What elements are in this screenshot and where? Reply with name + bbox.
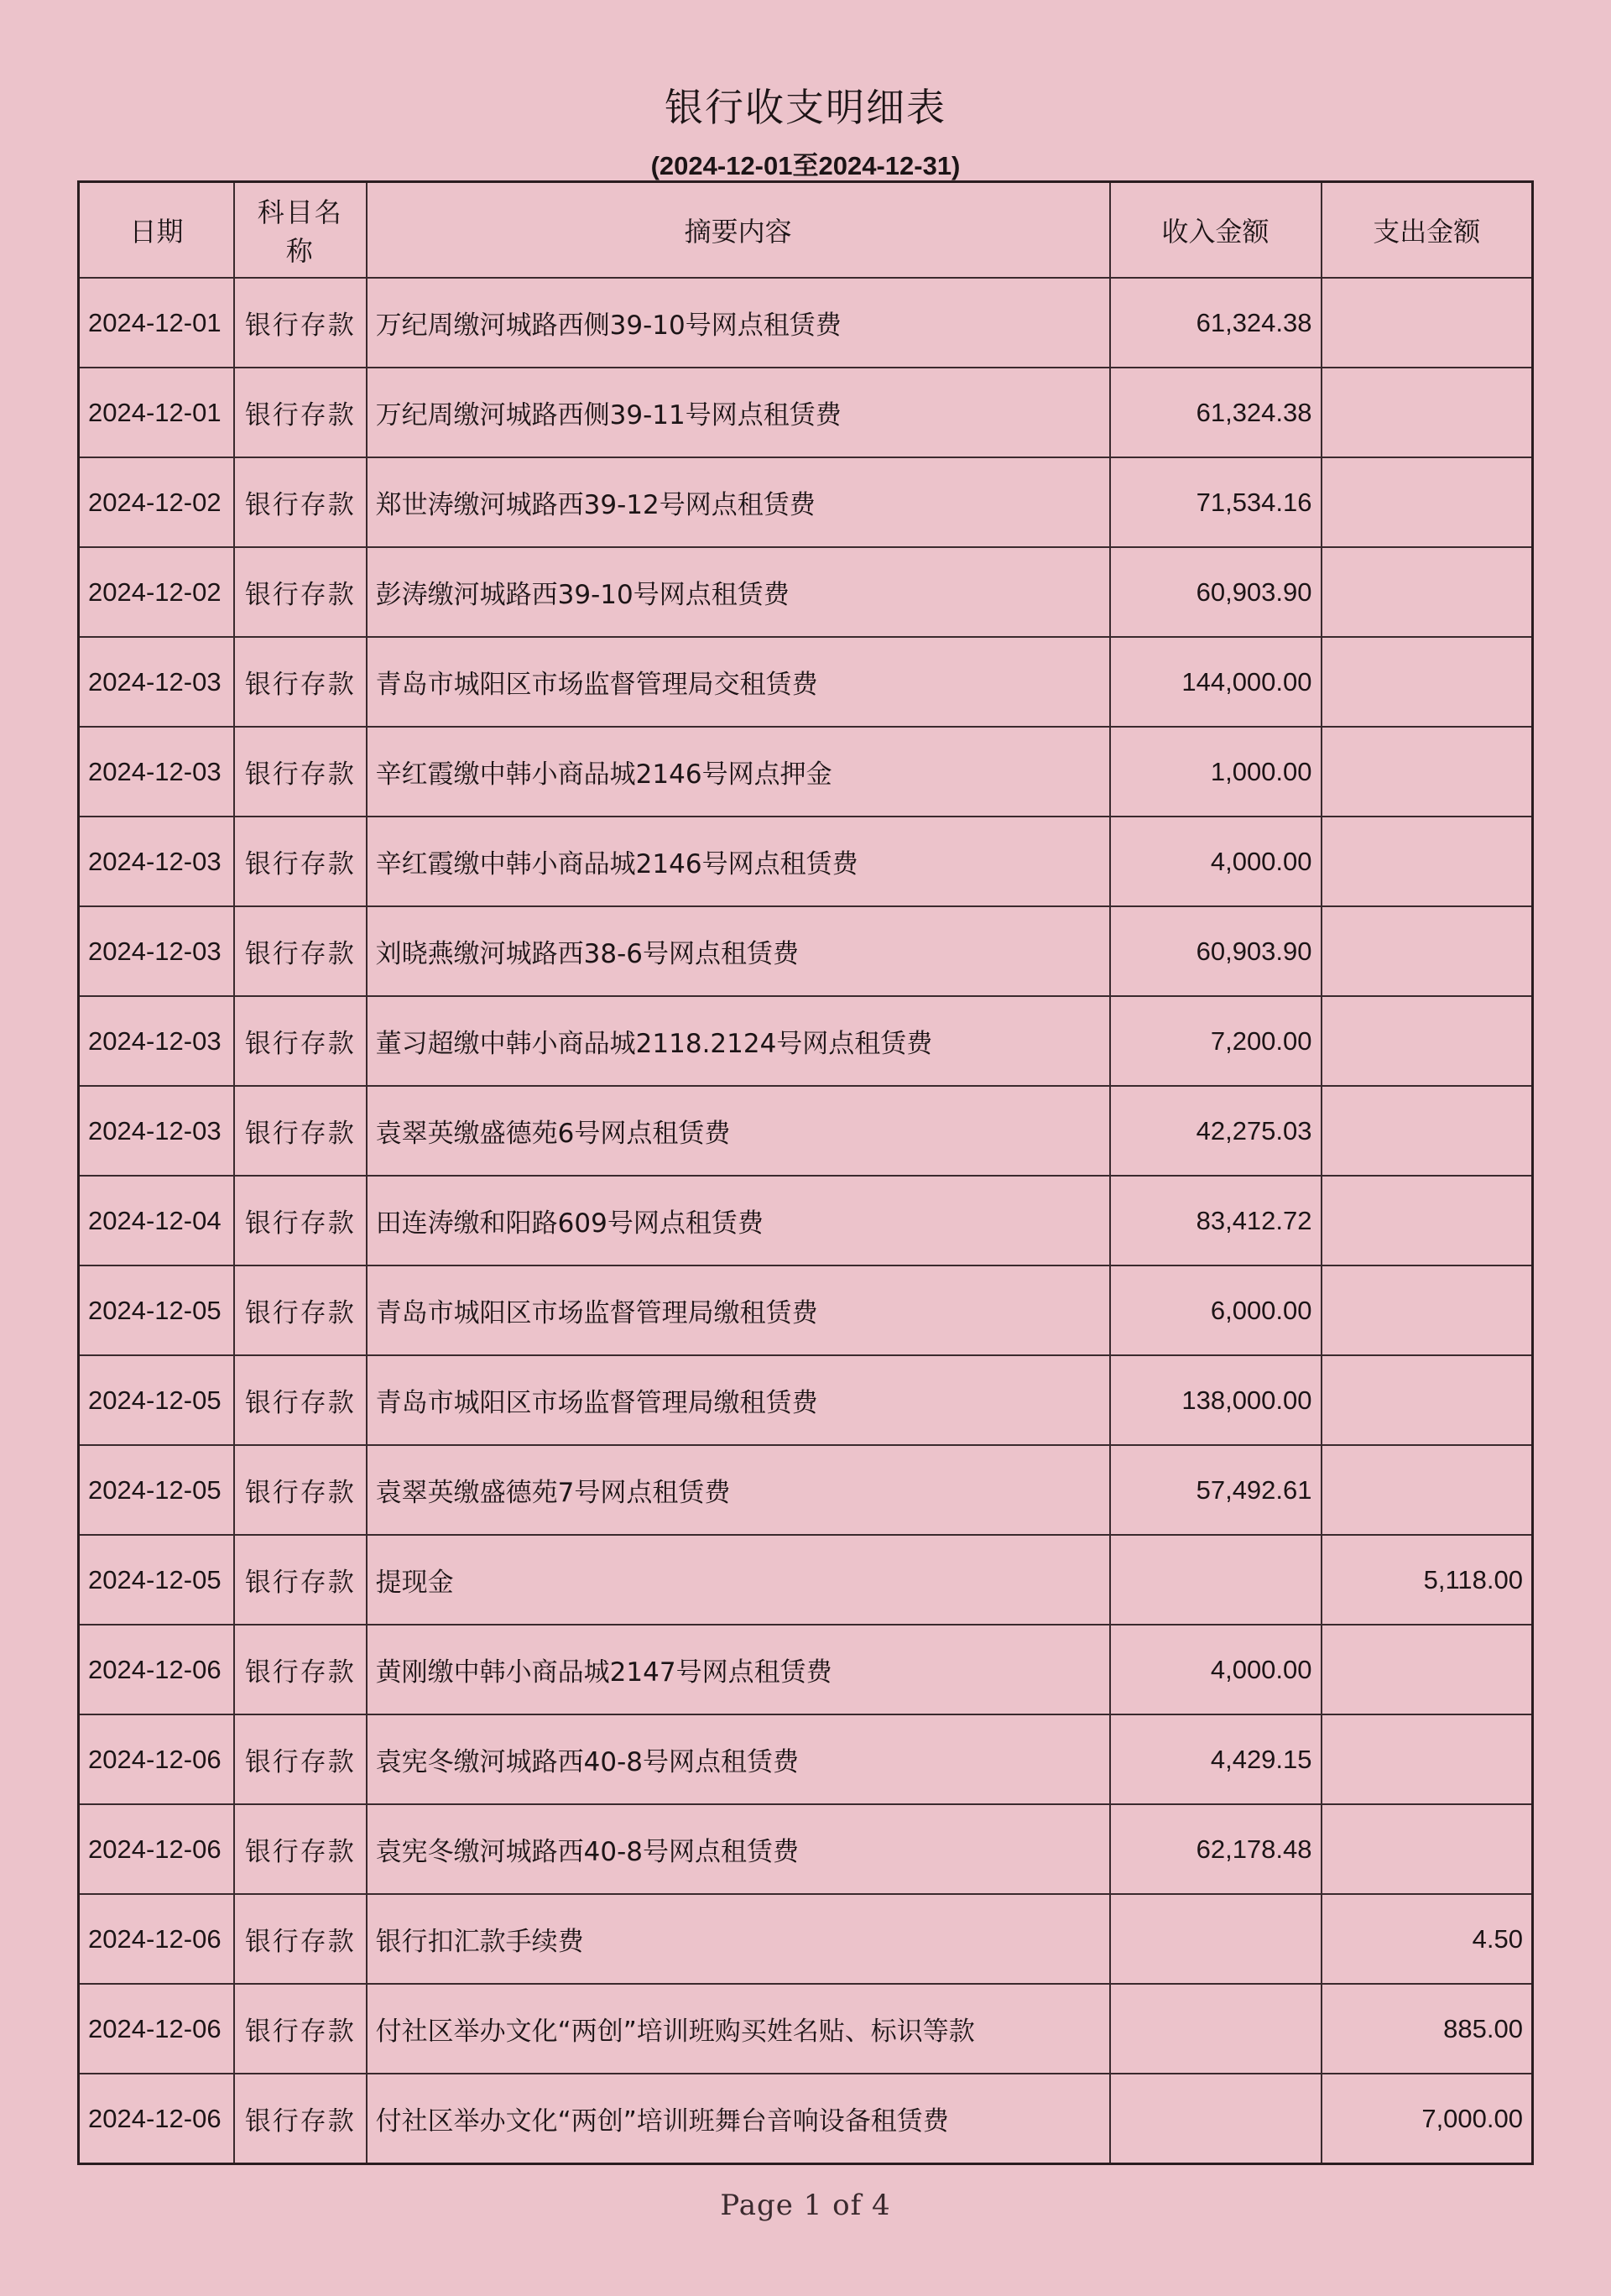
cell-date: 2024-12-06: [79, 1804, 234, 1894]
table-row: [79, 817, 1533, 906]
table-row: [79, 1894, 1533, 1984]
column-header-income: 收入金额: [1110, 182, 1322, 279]
cell-expense: 885.00: [1322, 1984, 1533, 2074]
cell-date: 2024-12-06: [79, 2074, 234, 2164]
cell-date: 2024-12-02: [79, 457, 234, 547]
cell-subject: 银行存款: [234, 1714, 367, 1804]
cell-date: 2024-12-03: [79, 817, 234, 906]
cell-date: 2024-12-05: [79, 1535, 234, 1625]
cell-income: 83,412.72: [1110, 1176, 1322, 1265]
table-row: [79, 1625, 1533, 1714]
cell-income: 62,178.48: [1110, 1804, 1322, 1894]
cell-date: 2024-12-05: [79, 1445, 234, 1535]
cell-summary: 提现金: [367, 1535, 1110, 1625]
cell-income: 6,000.00: [1110, 1265, 1322, 1355]
table-row: [79, 996, 1533, 1086]
cell-summary: 董习超缴中韩小商品城2118.2124号网点租赁费: [367, 996, 1110, 1086]
cell-date: 2024-12-03: [79, 906, 234, 996]
cell-date: 2024-12-06: [79, 1714, 234, 1804]
cell-expense: [1322, 1176, 1533, 1265]
cell-income: [1110, 1894, 1322, 1984]
cell-income: [1110, 1535, 1322, 1625]
cell-summary: 袁翠英缴盛德苑6号网点租赁费: [367, 1086, 1110, 1176]
cell-date: 2024-12-06: [79, 1894, 234, 1984]
ledger-table: [77, 180, 1534, 2165]
cell-summary: 银行扣汇款手续费: [367, 1894, 1110, 1984]
cell-summary: 郑世涛缴河城路西39-12号网点租赁费: [367, 457, 1110, 547]
cell-date: 2024-12-05: [79, 1355, 234, 1445]
cell-expense: [1322, 817, 1533, 906]
column-header-summary: 摘要内容: [367, 182, 1110, 279]
cell-subject: 银行存款: [234, 1894, 367, 1984]
cell-expense: [1322, 547, 1533, 637]
cell-income: 42,275.03: [1110, 1086, 1322, 1176]
cell-income: 60,903.90: [1110, 906, 1322, 996]
cell-subject: 银行存款: [234, 1265, 367, 1355]
cell-date: 2024-12-06: [79, 1625, 234, 1714]
cell-summary: 万纪周缴河城路西侧39-10号网点租赁费: [367, 278, 1110, 368]
cell-date: 2024-12-01: [79, 278, 234, 368]
cell-summary: 黄刚缴中韩小商品城2147号网点租赁费: [367, 1625, 1110, 1714]
document-period: (2024-12-01至2024-12-31): [650, 151, 961, 180]
cell-subject: 银行存款: [234, 817, 367, 906]
table-row: [79, 547, 1533, 637]
cell-expense: 7,000.00: [1322, 2074, 1533, 2164]
cell-income: 144,000.00: [1110, 637, 1322, 727]
cell-expense: [1322, 727, 1533, 817]
table-row: [79, 368, 1533, 457]
column-header-subject: 科目名称: [234, 182, 367, 279]
cell-subject: 银行存款: [234, 637, 367, 727]
cell-expense: [1322, 1625, 1533, 1714]
cell-date: 2024-12-04: [79, 1176, 234, 1265]
cell-subject: 银行存款: [234, 368, 367, 457]
cell-income: 1,000.00: [1110, 727, 1322, 817]
table-row: [79, 1535, 1533, 1625]
cell-summary: 青岛市城阳区市场监督管理局缴租赁费: [367, 1265, 1110, 1355]
cell-expense: [1322, 906, 1533, 996]
cell-subject: 银行存款: [234, 996, 367, 1086]
table-row: [79, 727, 1533, 817]
column-header-expense: 支出金额: [1322, 182, 1533, 279]
cell-subject: 银行存款: [234, 1445, 367, 1535]
table-row: [79, 637, 1533, 727]
cell-subject: 银行存款: [234, 727, 367, 817]
document-title: 银行收支明细表: [665, 85, 946, 130]
cell-date: 2024-12-03: [79, 1086, 234, 1176]
cell-income: 57,492.61: [1110, 1445, 1322, 1535]
cell-expense: [1322, 278, 1533, 368]
cell-subject: 银行存款: [234, 547, 367, 637]
cell-summary: 万纪周缴河城路西侧39-11号网点租赁费: [367, 368, 1110, 457]
cell-summary: 辛红霞缴中韩小商品城2146号网点押金: [367, 727, 1110, 817]
cell-subject: 银行存款: [234, 1625, 367, 1714]
cell-subject: 银行存款: [234, 906, 367, 996]
cell-expense: 5,118.00: [1322, 1535, 1533, 1625]
cell-income: 4,000.00: [1110, 1625, 1322, 1714]
cell-summary: 付社区举办文化“两创”培训班舞台音响设备租赁费: [367, 2074, 1110, 2164]
cell-summary: 辛红霞缴中韩小商品城2146号网点租赁费: [367, 817, 1110, 906]
cell-summary: 彭涛缴河城路西39-10号网点租赁费: [367, 547, 1110, 637]
table-row: [79, 457, 1533, 547]
cell-income: 61,324.38: [1110, 368, 1322, 457]
cell-subject: 银行存款: [234, 1804, 367, 1894]
page-number: Page 1 of 4: [720, 2189, 891, 2222]
cell-subject: 银行存款: [234, 2074, 367, 2164]
cell-summary: 刘晓燕缴河城路西38-6号网点租赁费: [367, 906, 1110, 996]
cell-expense: [1322, 457, 1533, 547]
cell-income: 4,429.15: [1110, 1714, 1322, 1804]
cell-income: 61,324.38: [1110, 278, 1322, 368]
cell-summary: 青岛市城阳区市场监督管理局缴租赁费: [367, 1355, 1110, 1445]
cell-summary: 袁宪冬缴河城路西40-8号网点租赁费: [367, 1714, 1110, 1804]
cell-expense: [1322, 996, 1533, 1086]
cell-expense: [1322, 1445, 1533, 1535]
cell-expense: [1322, 1265, 1533, 1355]
cell-summary: 田连涛缴和阳路609号网点租赁费: [367, 1176, 1110, 1265]
cell-expense: [1322, 368, 1533, 457]
cell-date: 2024-12-03: [79, 727, 234, 817]
cell-income: 4,000.00: [1110, 817, 1322, 906]
table-row: [79, 1445, 1533, 1535]
cell-subject: 银行存款: [234, 1535, 367, 1625]
table-row: [79, 1086, 1533, 1176]
table-header-row: [79, 182, 1533, 279]
table-row: [79, 1804, 1533, 1894]
column-header-date: 日期: [79, 182, 234, 279]
cell-subject: 银行存款: [234, 1176, 367, 1265]
cell-expense: [1322, 1355, 1533, 1445]
cell-date: 2024-12-03: [79, 637, 234, 727]
cell-summary: 袁翠英缴盛德苑7号网点租赁费: [367, 1445, 1110, 1535]
cell-subject: 银行存款: [234, 457, 367, 547]
table-row: [79, 906, 1533, 996]
cell-subject: 银行存款: [234, 1984, 367, 2074]
cell-subject: 银行存款: [234, 278, 367, 368]
cell-date: 2024-12-01: [79, 368, 234, 457]
cell-date: 2024-12-06: [79, 1984, 234, 2074]
cell-income: 138,000.00: [1110, 1355, 1322, 1445]
cell-expense: [1322, 1086, 1533, 1176]
cell-income: 60,903.90: [1110, 547, 1322, 637]
cell-date: 2024-12-05: [79, 1265, 234, 1355]
cell-income: [1110, 1984, 1322, 2074]
cell-expense: [1322, 1804, 1533, 1894]
cell-date: 2024-12-02: [79, 547, 234, 637]
cell-income: 7,200.00: [1110, 996, 1322, 1086]
table-row: [79, 2074, 1533, 2164]
cell-expense: [1322, 1714, 1533, 1804]
cell-summary: 青岛市城阳区市场监督管理局交租赁费: [367, 637, 1110, 727]
cell-summary: 袁宪冬缴河城路西40-8号网点租赁费: [367, 1804, 1110, 1894]
table-row: [79, 1984, 1533, 2074]
table-row: [79, 1355, 1533, 1445]
cell-date: 2024-12-03: [79, 996, 234, 1086]
cell-expense: 4.50: [1322, 1894, 1533, 1984]
cell-subject: 银行存款: [234, 1355, 367, 1445]
table-row: [79, 1176, 1533, 1265]
cell-income: 71,534.16: [1110, 457, 1322, 547]
table-row: [79, 1714, 1533, 1804]
cell-summary: 付社区举办文化“两创”培训班购买姓名贴、标识等款: [367, 1984, 1110, 2074]
table-row: [79, 278, 1533, 368]
cell-subject: 银行存款: [234, 1086, 367, 1176]
table-row: [79, 1265, 1533, 1355]
cell-expense: [1322, 637, 1533, 727]
cell-income: [1110, 2074, 1322, 2164]
ledger-body: [79, 278, 1533, 2164]
